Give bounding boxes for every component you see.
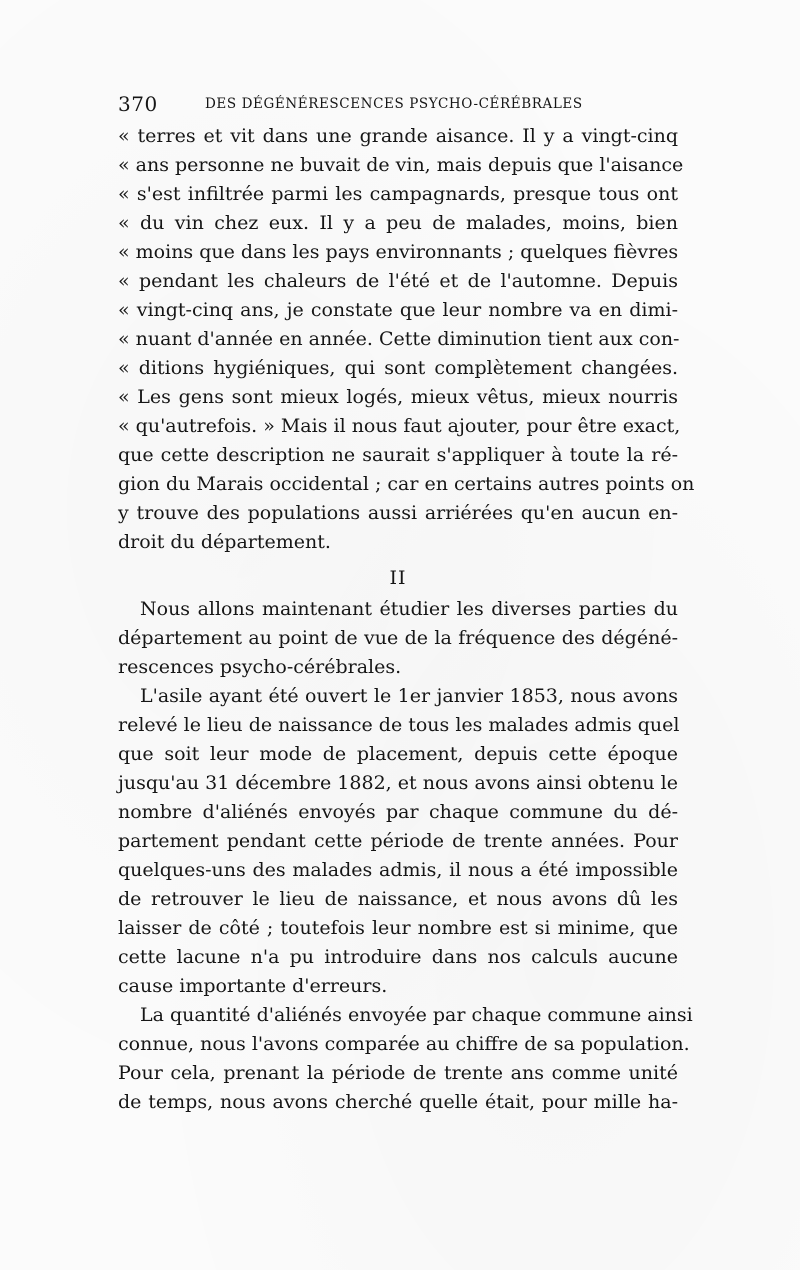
running-head: DES DÉGÉNÉRESCENCES PSYCHO-CÉRÉBRALES [205,96,583,112]
text-line: que soit leur mode de placement, depuis cette époque [118,743,678,765]
section-heading: II [389,567,407,589]
text-line: « qu'autrefois. » Mais il nous faut ajouter, pour être exact, [118,415,681,437]
text-line: partement pendant cette période de trente années. Pour [118,830,678,852]
text-line: relevé le lieu de naissance de tous les malades admis quel [118,714,680,736]
text-line: droit du département. [118,531,331,553]
text-line: jusqu'au 31 décembre 1882, et nous avons ainsi obtenu le [118,772,678,794]
text-line: gion du Marais occidental ; car en certains autres points on [118,473,695,495]
text-line: « du vin chez eux. Il y a peu de malades, moins, bien [118,212,678,234]
text-line: rescences psycho-cérébrales. [118,656,402,678]
text-line: « moins que dans les pays environnants ; quelques fièvres [118,241,679,263]
text-line: La quantité d'aliénés envoyée par chaque commune ainsi [140,1004,693,1026]
text-line: « Les gens sont mieux logés, mieux vêtus, mieux nourris [118,386,678,408]
body-text [118,122,695,1117]
text-line: connue, nous l'avons comparée au chiffre de sa population. [118,1033,690,1055]
text-line: cause importante d'erreurs. [118,975,388,997]
text-line: de temps, nous avons cherché quelle était, pour mille ha- [118,1091,678,1113]
text-line: y trouve des populations aussi arriérées qu'en aucun en- [118,502,678,524]
text-line: de retrouver le lieu de naissance, et nous avons dû les [118,888,678,910]
text-line: département au point de vue de la fréquence des dégéné- [118,627,678,649]
text-line: « vingt-cinq ans, je constate que leur nombre va en dimi- [118,299,678,321]
text-line: « pendant les chaleurs de l'été et de l'automne. Depuis [118,270,678,292]
text-line: nombre d'aliénés envoyés par chaque commune du dé- [118,801,678,823]
text-line: « ditions hygiéniques, qui sont complètement changées. [118,357,678,379]
text-line: Pour cela, prenant la période de trente ans comme unité [118,1062,678,1084]
text-line: que cette description ne saurait s'appliquer à toute la ré- [118,444,678,466]
text-line: « s'est infiltrée parmi les campagnards, presque tous ont [118,183,678,205]
text-line: laisser de côté ; toutefois leur nombre est si minime, que [118,917,678,939]
text-line: « ans personne ne buvait de vin, mais depuis que l'aisance [118,154,684,176]
page-header [118,92,678,118]
text-line: cette lacune n'a pu introduire dans nos calculs aucune [118,946,678,968]
text-line: L'asile ayant été ouvert le 1er janvier 1853, nous avons [140,685,678,707]
text-line: Nous allons maintenant étudier les diverses parties du [140,598,678,620]
text-line: « terres et vit dans une grande aisance. Il y a vingt-cinq [118,125,678,147]
text-line: « nuant d'année en année. Cette diminution tient aux con- [118,328,680,350]
page-number: 370 [118,92,158,116]
text-line: quelques-uns des malades admis, il nous a été impossible [118,859,678,881]
